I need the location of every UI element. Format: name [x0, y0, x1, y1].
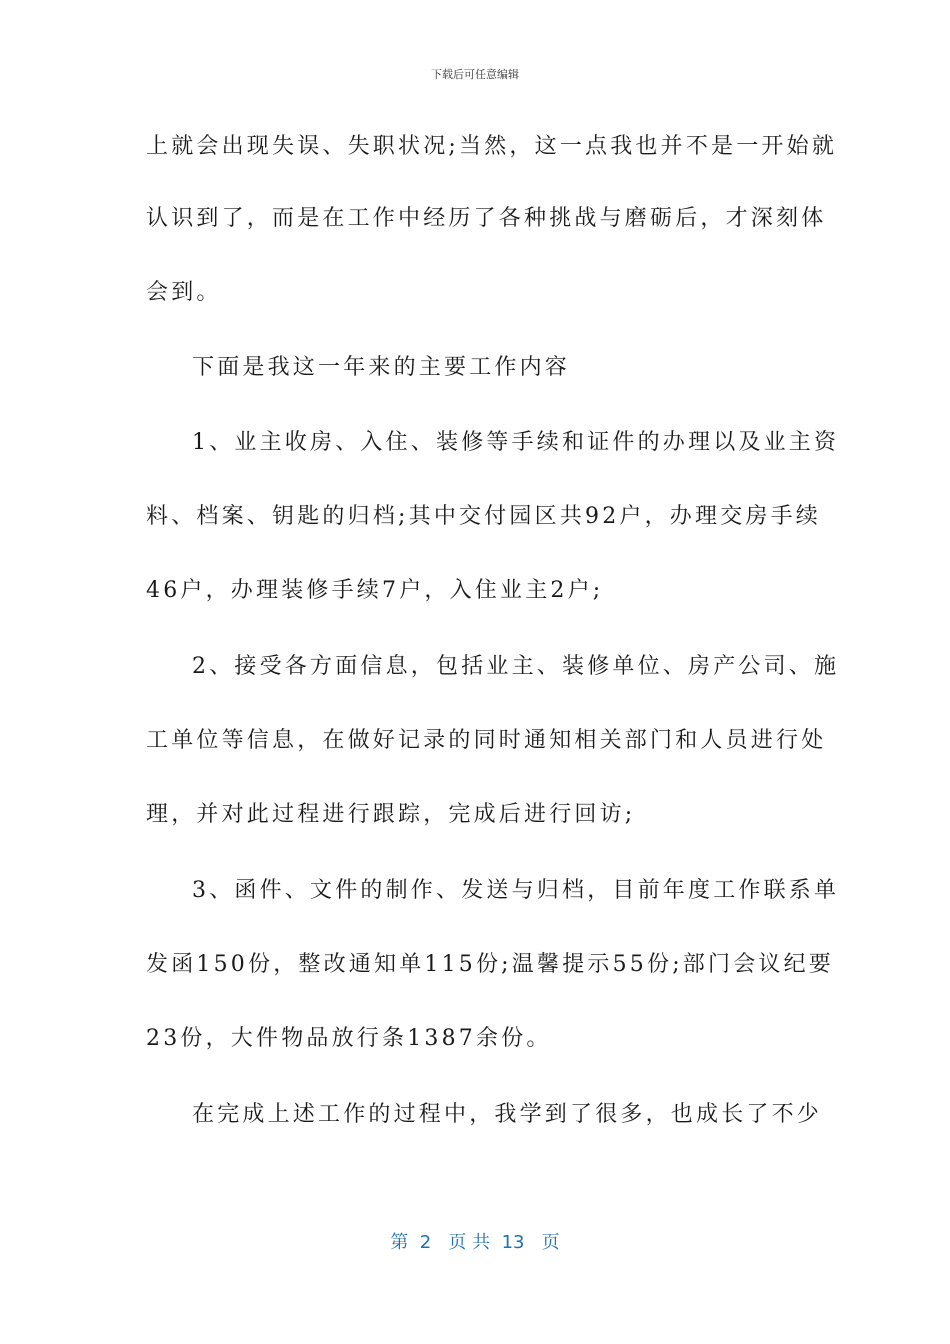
text-line: 2、接受各方面信息，包括业主、装修单位、房产公司、施 — [192, 654, 840, 679]
text-line: 上就会出现失误、失职状况;当然，这一点我也并不是一开始就 — [146, 134, 838, 159]
text-line: 1、业主收房、入住、装修等手续和证件的办理以及业主资 — [192, 430, 840, 455]
text-line: 理，并对此过程进行跟踪，完成后进行回访; — [146, 802, 636, 827]
text-line: 料、档案、钥匙的归档;其中交付园区共92户，办理交房手续 — [146, 504, 822, 529]
text-line: 工单位等信息，在做好记录的同时通知相关部门和人员进行处 — [146, 728, 827, 753]
paragraph-heading: 下面是我这一年来的主要工作内容 — [192, 355, 571, 380]
text-line: 认识到了，而是在工作中经历了各种挑战与磨砺后，才深刻体 — [146, 206, 827, 231]
page-number-footer: 第 2 页 共 13 页 — [390, 1232, 560, 1253]
text-line: 46户，办理装修手续7户，入住业主2户; — [146, 578, 604, 603]
page-header: 下载后可任意编辑 — [431, 68, 519, 81]
text-line: 发函150份，整改通知单115份;温馨提示55份;部门会议纪要 — [146, 952, 835, 977]
text-line: 3、函件、文件的制作、发送与归档，目前年度工作联系单 — [192, 878, 840, 903]
text-line: 会到。 — [146, 280, 222, 305]
text-line: 在完成上述工作的过程中，我学到了很多，也成长了不少 — [192, 1102, 823, 1127]
text-line: 23份，大件物品放行条1387余份。 — [146, 1026, 552, 1051]
